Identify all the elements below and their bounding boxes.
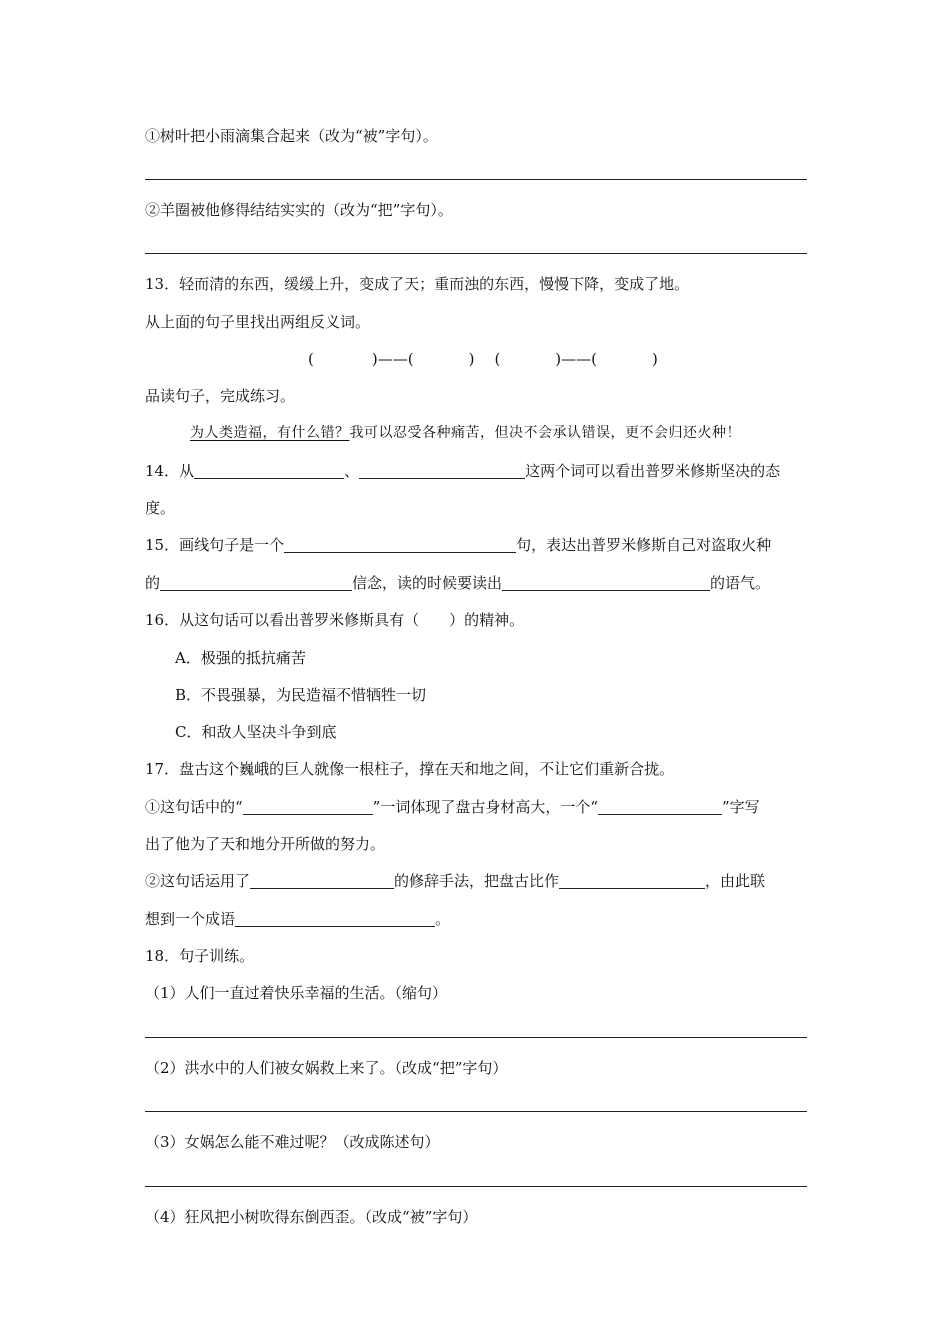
q14-prefix: 14．从	[145, 462, 195, 480]
quote-sentence	[190, 423, 741, 443]
q17-l2-cont-suffix: 。	[435, 910, 451, 928]
q15-line2-mid: 信念，读的时候要读出	[352, 574, 503, 592]
paren-open: (	[494, 350, 501, 368]
paren-open: (	[591, 350, 598, 368]
q17-line-1	[145, 797, 760, 817]
dash: ——	[561, 350, 592, 368]
q14-blank-1[interactable]	[194, 462, 344, 479]
answer-line[interactable]	[145, 253, 807, 254]
q18-title: 18．句子训练。	[145, 947, 255, 965]
dash: ——	[377, 350, 408, 368]
q14-cont: 度。	[145, 499, 176, 517]
q17-l2-suffix: ，由此联	[705, 872, 766, 890]
q13-prompt: 从上面的句子里找出两组反义词。	[145, 313, 371, 331]
q16-option-c[interactable]: C．和敌人坚决斗争到底	[175, 723, 337, 741]
q15-blank-3[interactable]	[502, 574, 710, 591]
q18-item-3: （3）女娲怎么能不难过呢？（改成陈述句）	[145, 1133, 440, 1151]
q14-line	[145, 461, 780, 481]
q12-item-1: ①树叶把小雨滴集合起来（改为“被”字句）。	[145, 127, 438, 145]
q15-line-2	[145, 573, 770, 593]
q17-text: 17．盘古这个巍峨的巨人就像一根柱子，撑在天和地之间，不让它们重新合拢。	[145, 760, 675, 778]
reading-intro: 品读句子，完成练习。	[145, 387, 296, 405]
answer-line[interactable]	[145, 1037, 807, 1038]
q17-line-2	[145, 871, 765, 891]
q17-blank-2[interactable]	[598, 798, 722, 815]
q17-blank-3[interactable]	[250, 872, 394, 889]
q12-item-2: ②羊圈被他修得结结实实的（改为“把”字句）。	[145, 201, 453, 219]
q17-blank-4[interactable]	[559, 872, 705, 889]
underlined-sentence: 为人类造福，有什么错？	[190, 425, 350, 441]
q15-blank-1[interactable]	[284, 536, 516, 553]
q14-blank-2[interactable]	[359, 462, 525, 479]
paren-close: )	[652, 350, 658, 368]
q17-blank-5[interactable]	[235, 910, 435, 927]
q17-l2-cont	[145, 909, 450, 929]
paren-open: (	[407, 350, 414, 368]
paren-close: )	[371, 350, 378, 368]
paren-open: (	[308, 350, 314, 368]
q15-line-1	[145, 535, 771, 555]
q16-option-a[interactable]: A．极强的抵抗痛苦	[175, 649, 306, 667]
q15-line2-suffix: 的语气。	[710, 574, 771, 592]
q17-blank-1[interactable]	[243, 798, 373, 815]
q16-text: 16．从这句话可以看出普罗米修斯具有（ ）的精神。	[145, 611, 525, 629]
q17-l2-prefix: ②这句话运用了	[145, 872, 251, 890]
q16-option-b[interactable]: B．不畏强暴，为民造福不惜牺牲一切	[175, 686, 427, 704]
paren-close: )	[555, 350, 562, 368]
q18-item-2: （2）洪水中的人们被女娲救上来了。（改成“把”字句）	[145, 1059, 508, 1077]
q15-mid: 句，表达出普罗米修斯自己对盗取火种	[516, 536, 772, 554]
q13-text: 13．轻而清的东西，缓缓上升，变成了天；重而浊的东西，慢慢下降，变成了地。	[145, 275, 690, 293]
q17-l1-prefix: ①这句话中的“	[145, 798, 243, 816]
q17-l2-cont-prefix: 想到一个成语	[145, 910, 236, 928]
q17-l1-cont: 出了他为了天和地分开所做的努力。	[145, 835, 386, 853]
answer-line[interactable]	[145, 179, 807, 180]
q17-l2-mid: 的修辞手法，把盘古比作	[394, 872, 560, 890]
q18-item-4: （4）狂风把小树吹得东倒西歪。（改成“被”字句）	[145, 1208, 478, 1226]
paren-close: )	[468, 350, 475, 368]
q15-line2-prefix: 的	[145, 574, 161, 592]
answer-line[interactable]	[145, 1186, 807, 1187]
quote-rest: 我可以忍受各种痛苦，但决不会承认错误，更不会归还火种！	[349, 425, 741, 441]
q14-suffix: 这两个词可以看出普罗米修斯坚决的态	[525, 462, 781, 480]
q17-l1-suffix: ”字写	[722, 798, 760, 816]
q18-item-1: （1）人们一直过着快乐幸福的生活。（缩句）	[145, 984, 448, 1002]
q15-prefix: 15．画线句子是一个	[145, 536, 285, 554]
answer-line[interactable]	[145, 1111, 807, 1112]
antonym-blanks[interactable]	[308, 349, 658, 369]
q17-l1-mid: ”一词体现了盘古身材高大，一个“	[372, 798, 599, 816]
q14-sep: 、	[344, 462, 360, 480]
q15-blank-2[interactable]	[160, 574, 352, 591]
